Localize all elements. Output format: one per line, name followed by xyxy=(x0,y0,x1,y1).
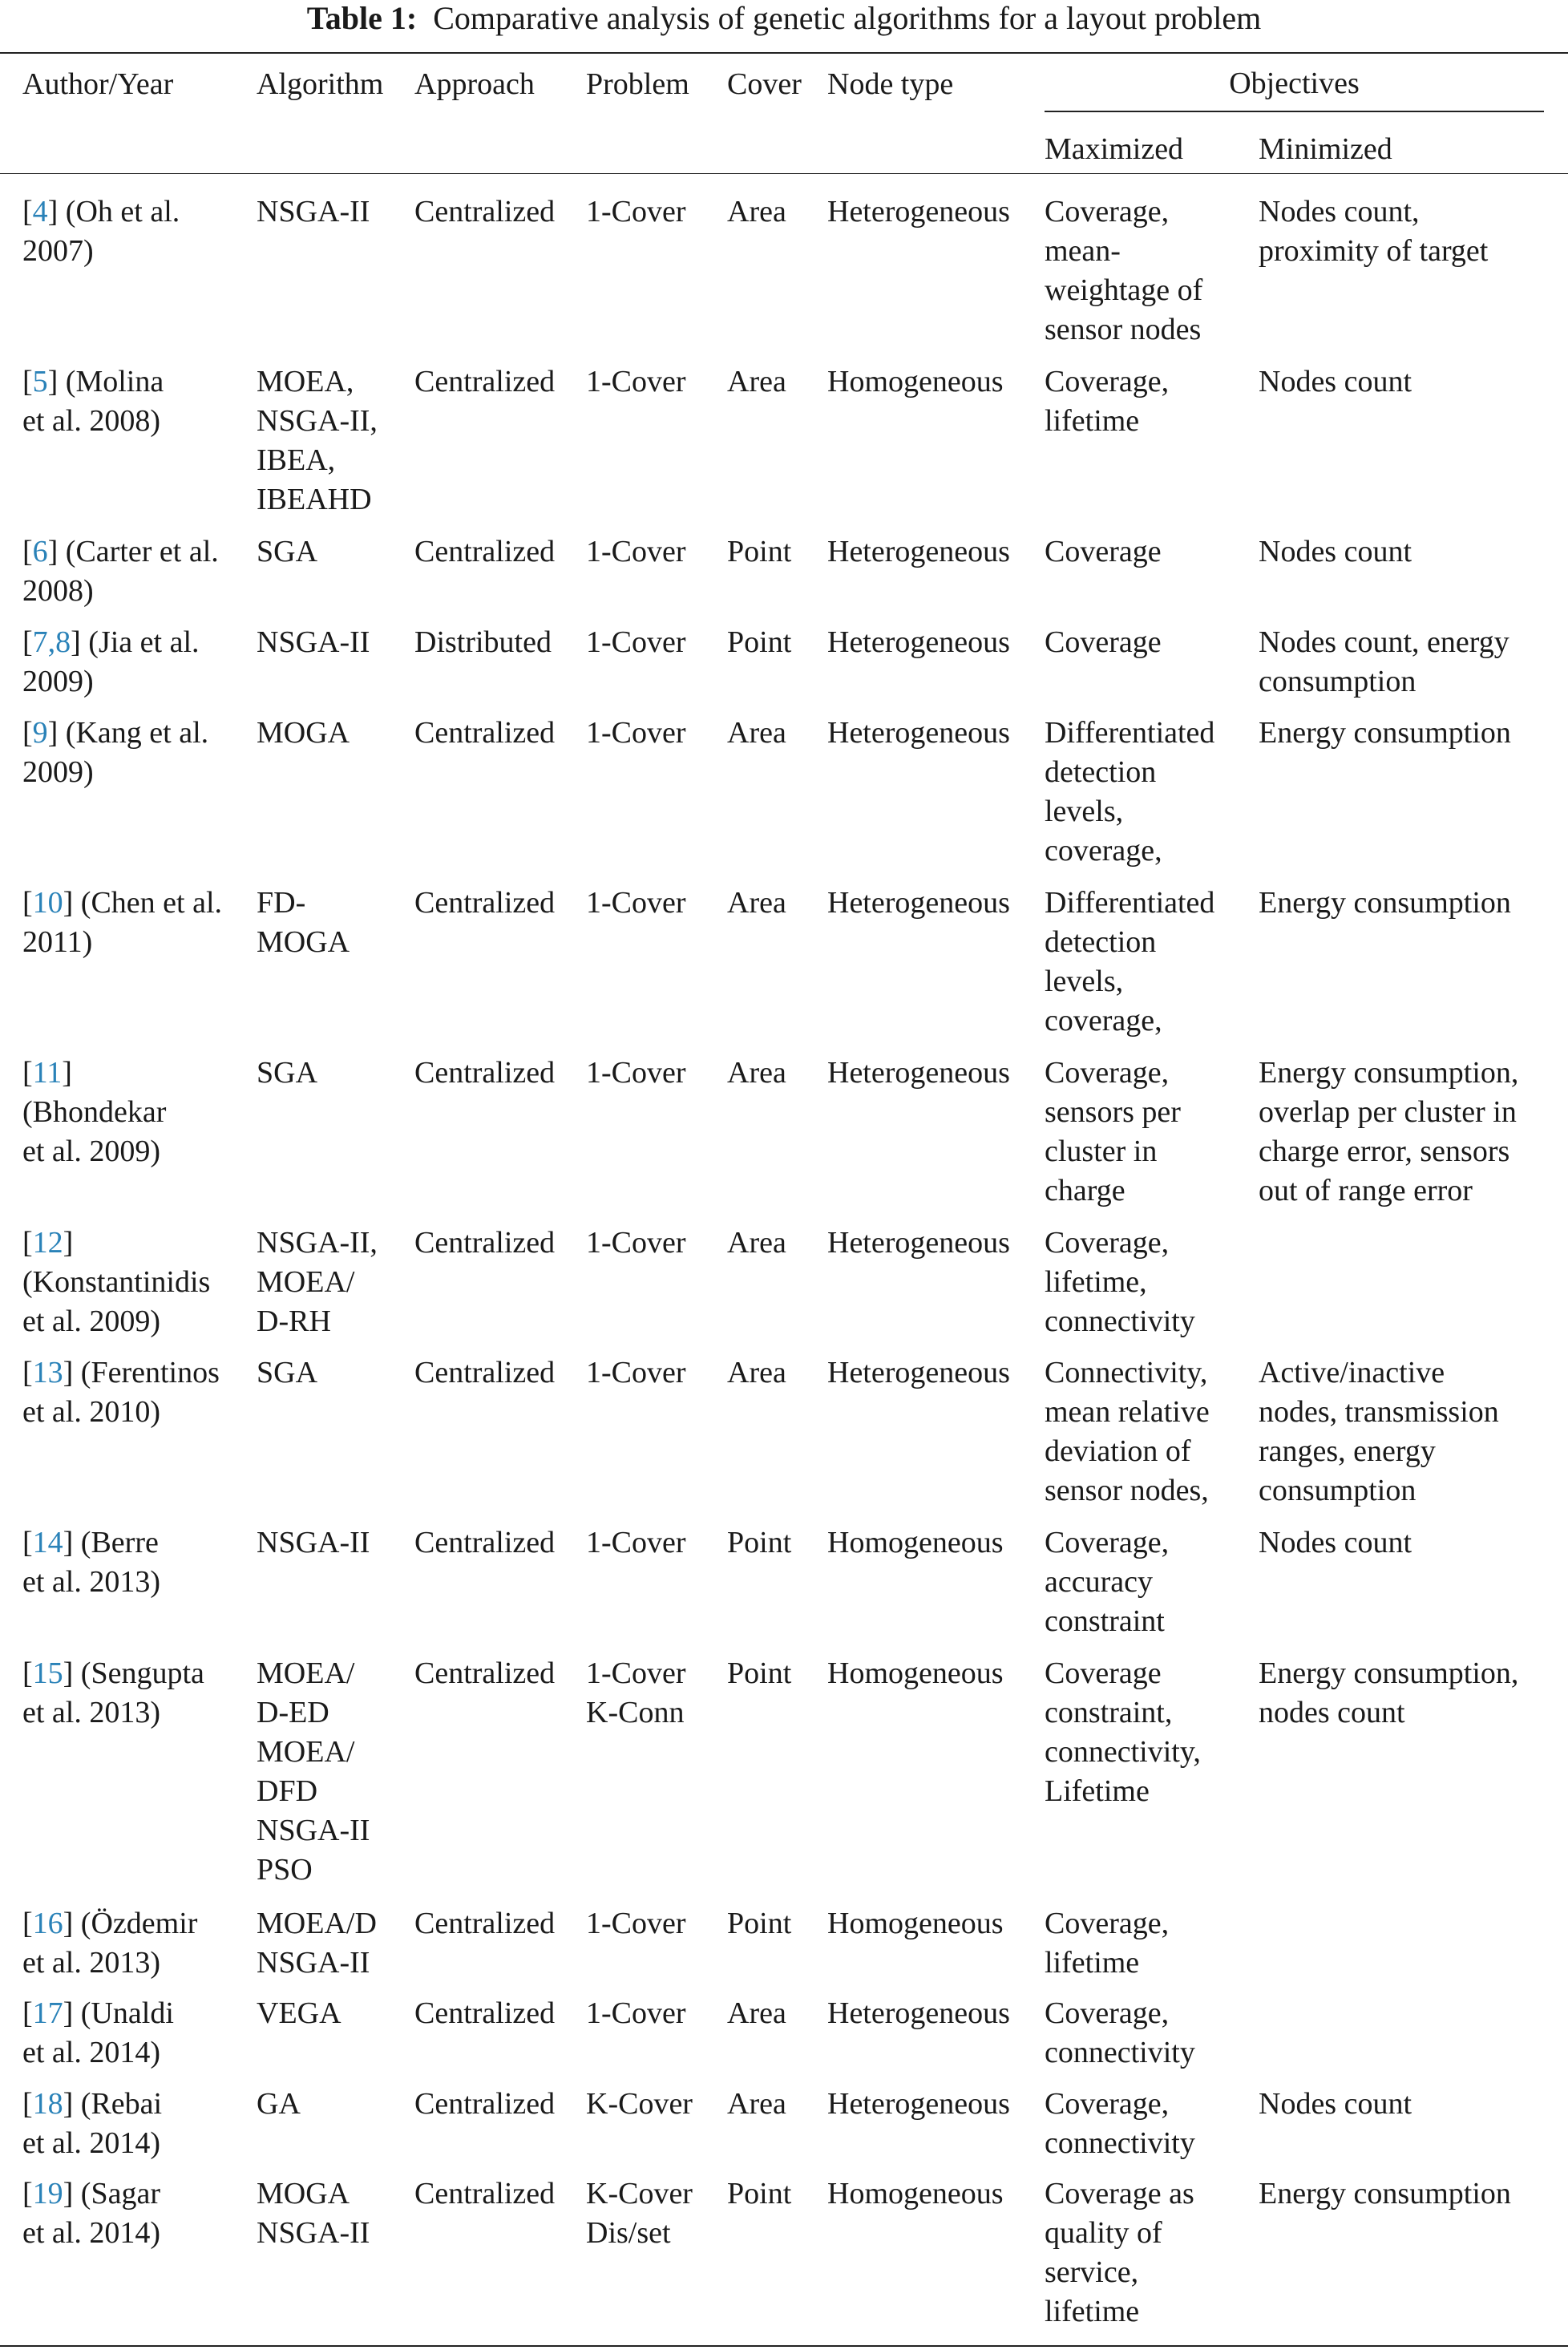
header-maximized: Maximized xyxy=(1045,132,1184,166)
cell-approach: Centralized xyxy=(414,1996,556,2030)
cell-approach: Centralized xyxy=(414,886,556,920)
citation-link[interactable]: 18 xyxy=(32,2087,63,2121)
cell-cover: Area xyxy=(727,2087,786,2121)
cell-problem: 1-Cover xyxy=(586,1226,686,1260)
cell-maximized: Connectivity, mean relative deviation of sensor nodes, xyxy=(1045,1356,1210,1507)
cell-problem: K-Cover Dis/set xyxy=(586,2177,693,2250)
cell-node-type: Heterogeneous xyxy=(827,886,1010,920)
cell-approach: Centralized xyxy=(414,2087,556,2121)
cell-maximized: Coverage, connectivity xyxy=(1045,2087,1195,2160)
cell-author-year: [19] (Sagar et al. 2014) xyxy=(22,2177,161,2250)
cell-approach: Centralized xyxy=(414,1356,556,1389)
cell-cover: Area xyxy=(727,365,786,398)
citation-link[interactable]: 19 xyxy=(32,2177,63,2210)
cell-approach: Centralized xyxy=(414,1907,556,1940)
cell-cover: Point xyxy=(727,625,792,659)
table-caption-text: Comparative analysis of genetic algorithms for a layout problem xyxy=(433,0,1262,36)
cell-node-type: Heterogeneous xyxy=(827,195,1010,229)
cell-approach: Centralized xyxy=(414,2177,556,2210)
cell-maximized: Coverage xyxy=(1045,625,1162,659)
cell-node-type: Homogeneous xyxy=(827,2177,1004,2210)
cell-problem: 1-Cover K-Conn xyxy=(586,1656,686,1729)
cell-algorithm: SGA xyxy=(257,535,318,568)
cell-maximized: Differentiated detection levels, coverage, xyxy=(1045,716,1215,868)
cell-author-year: [15] (Sengupta et al. 2013) xyxy=(22,1656,204,1729)
cell-node-type: Heterogeneous xyxy=(827,1056,1010,1090)
cell-approach: Distributed xyxy=(414,625,552,659)
citation-link[interactable]: 17 xyxy=(32,1996,63,2030)
cell-maximized: Differentiated detection levels, coverage, xyxy=(1045,886,1215,1037)
cell-approach: Centralized xyxy=(414,535,556,568)
citation-link[interactable]: 12 xyxy=(32,1226,63,1260)
cell-author-year: [6] (Carter et al. 2008) xyxy=(22,535,219,608)
cell-problem: 1-Cover xyxy=(586,1356,686,1389)
cell-node-type: Heterogeneous xyxy=(827,1356,1010,1389)
cell-node-type: Homogeneous xyxy=(827,365,1004,398)
cell-algorithm: NSGA-II xyxy=(257,1526,370,1559)
cell-algorithm: SGA xyxy=(257,1356,318,1389)
cell-problem: 1-Cover xyxy=(586,365,686,398)
cell-cover: Area xyxy=(727,1056,786,1090)
cell-problem: K-Cover xyxy=(586,2087,693,2121)
citation-link[interactable]: 6 xyxy=(32,535,48,568)
cell-algorithm: MOGA NSGA-II xyxy=(257,2177,370,2250)
cell-approach: Centralized xyxy=(414,1226,556,1260)
cell-problem: 1-Cover xyxy=(586,1907,686,1940)
cell-minimized: Energy consumption xyxy=(1259,2177,1511,2210)
cell-cover: Area xyxy=(727,195,786,229)
cell-author-year: [9] (Kang et al. 2009) xyxy=(22,716,209,789)
cell-maximized: Coverage, lifetime xyxy=(1045,1907,1170,1980)
header-problem: Problem xyxy=(586,67,689,101)
cell-algorithm: MOEA, NSGA-II, IBEA, IBEAHD xyxy=(257,365,378,516)
citation-link[interactable]: 13 xyxy=(32,1356,63,1389)
citation-link[interactable]: 16 xyxy=(32,1907,63,1940)
cell-problem: 1-Cover xyxy=(586,716,686,750)
cell-minimized: Active/inactive nodes, transmission ranges, energy consumption xyxy=(1259,1356,1499,1507)
cell-minimized: Nodes count xyxy=(1259,365,1412,398)
cell-cover: Area xyxy=(727,886,786,920)
cell-algorithm: SGA xyxy=(257,1056,318,1090)
cell-algorithm: NSGA-II xyxy=(257,195,370,229)
cell-approach: Centralized xyxy=(414,1526,556,1559)
cell-node-type: Heterogeneous xyxy=(827,716,1010,750)
header-bottom-rule xyxy=(0,173,1568,174)
cell-maximized: Coverage, sensors per cluster in charge xyxy=(1045,1056,1181,1207)
cell-cover: Point xyxy=(727,2177,792,2210)
cell-author-year: [16] (Özdemir et al. 2013) xyxy=(22,1907,198,1980)
cell-problem: 1-Cover xyxy=(586,195,686,229)
cell-node-type: Heterogeneous xyxy=(827,2087,1010,2121)
cell-author-year: [10] (Chen et al. 2011) xyxy=(22,886,223,959)
cell-maximized: Coverage, lifetime, connectivity xyxy=(1045,1226,1195,1338)
citation-link[interactable]: 4 xyxy=(32,195,48,229)
cell-algorithm: FD- MOGA xyxy=(257,886,350,959)
cell-problem: 1-Cover xyxy=(586,1996,686,2030)
cell-algorithm: MOGA xyxy=(257,716,350,750)
header-algorithm: Algorithm xyxy=(257,67,384,101)
cell-problem: 1-Cover xyxy=(586,625,686,659)
cell-algorithm: GA xyxy=(257,2087,301,2121)
citation-link[interactable]: 10 xyxy=(32,886,63,920)
cell-author-year: [12] (Konstantinidis et al. 2009) xyxy=(22,1226,211,1338)
table-bottom-rule xyxy=(0,2345,1568,2347)
header-author-year: Author/Year xyxy=(22,67,174,101)
cell-maximized: Coverage, mean- weightage of sensor nodes xyxy=(1045,195,1203,346)
header-node-type: Node type xyxy=(827,67,954,101)
cell-maximized: Coverage constraint, connectivity, Lifetime xyxy=(1045,1656,1201,1808)
cell-author-year: [14] (Berre et al. 2013) xyxy=(22,1526,161,1599)
citation-link[interactable]: 15 xyxy=(32,1656,63,1690)
cell-minimized: Nodes count xyxy=(1259,1526,1412,1559)
cell-maximized: Coverage as quality of service, lifetime xyxy=(1045,2177,1194,2328)
cell-author-year: [11] (Bhondekar et al. 2009) xyxy=(22,1056,167,1168)
cell-maximized: Coverage, lifetime xyxy=(1045,365,1170,438)
cell-author-year: [18] (Rebai et al. 2014) xyxy=(22,2087,163,2160)
cell-author-year: [17] (Unaldi et al. 2014) xyxy=(22,1996,174,2069)
header-cover: Cover xyxy=(727,67,802,101)
cell-maximized: Coverage, connectivity xyxy=(1045,1996,1195,2069)
cell-minimized: Energy consumption xyxy=(1259,886,1511,920)
cell-problem: 1-Cover xyxy=(586,1526,686,1559)
cell-algorithm: MOEA/D NSGA-II xyxy=(257,1907,377,1980)
cell-maximized: Coverage, accuracy constraint xyxy=(1045,1526,1170,1638)
cell-minimized: Nodes count xyxy=(1259,535,1412,568)
cell-cover: Area xyxy=(727,1226,786,1260)
cell-author-year: [4] (Oh et al. 2007) xyxy=(22,195,180,268)
cell-problem: 1-Cover xyxy=(586,1056,686,1090)
cell-cover: Point xyxy=(727,1656,792,1690)
cell-node-type: Homogeneous xyxy=(827,1907,1004,1940)
cell-cover: Area xyxy=(727,1356,786,1389)
cell-minimized: Nodes count xyxy=(1259,2087,1412,2121)
cell-algorithm: VEGA xyxy=(257,1996,341,2030)
cell-algorithm: NSGA-II, MOEA/ D-RH xyxy=(257,1226,378,1338)
table-caption xyxy=(0,0,1568,40)
citation-link[interactable]: 5 xyxy=(32,365,48,398)
header-objectives: Objectives xyxy=(1229,67,1360,100)
cell-cover: Point xyxy=(727,1907,792,1940)
cell-approach: Centralized xyxy=(414,365,556,398)
citation-link[interactable]: 14 xyxy=(32,1526,63,1559)
cell-approach: Centralized xyxy=(414,195,556,229)
cell-author-year: [13] (Ferentinos et al. 2010) xyxy=(22,1356,220,1429)
header-approach: Approach xyxy=(414,67,535,101)
cell-approach: Centralized xyxy=(414,716,556,750)
cell-minimized: Energy consumption, nodes count xyxy=(1259,1656,1519,1729)
cell-cover: Area xyxy=(727,1996,786,2030)
cell-node-type: Heterogeneous xyxy=(827,625,1010,659)
cell-approach: Centralized xyxy=(414,1056,556,1090)
cell-approach: Centralized xyxy=(414,1656,556,1690)
cell-node-type: Heterogeneous xyxy=(827,1996,1010,2030)
cell-algorithm: NSGA-II xyxy=(257,625,370,659)
cell-minimized: Nodes count, proximity of target xyxy=(1259,195,1489,268)
table-top-rule xyxy=(0,52,1568,54)
cell-problem: 1-Cover xyxy=(586,535,686,568)
cell-cover: Point xyxy=(727,1526,792,1559)
cell-author-year: [7,8] (Jia et al. 2009) xyxy=(22,625,200,698)
cell-cover: Point xyxy=(727,535,792,568)
header-minimized: Minimized xyxy=(1259,132,1392,166)
cell-maximized: Coverage xyxy=(1045,535,1162,568)
cell-node-type: Homogeneous xyxy=(827,1656,1004,1690)
table-caption-label: Table 1: xyxy=(306,0,418,36)
cell-node-type: Heterogeneous xyxy=(827,535,1010,568)
cell-node-type: Homogeneous xyxy=(827,1526,1004,1559)
cell-algorithm: MOEA/ D-ED MOEA/ DFD NSGA-II PSO xyxy=(257,1656,370,1887)
cell-author-year: [5] (Molina et al. 2008) xyxy=(22,365,164,438)
cell-minimized: Energy consumption xyxy=(1259,716,1511,750)
cell-cover: Area xyxy=(727,716,786,750)
cell-problem: 1-Cover xyxy=(586,886,686,920)
cell-node-type: Heterogeneous xyxy=(827,1226,1010,1260)
citation-link[interactable]: 11 xyxy=(32,1056,63,1090)
citation-link[interactable]: 7,8 xyxy=(32,625,71,659)
cell-minimized: Energy consumption, overlap per cluster in charge error, sensors out of range error xyxy=(1259,1056,1519,1207)
objectives-underline xyxy=(1045,111,1544,112)
citation-link[interactable]: 9 xyxy=(32,716,48,750)
cell-minimized: Nodes count, energy consumption xyxy=(1259,625,1509,698)
